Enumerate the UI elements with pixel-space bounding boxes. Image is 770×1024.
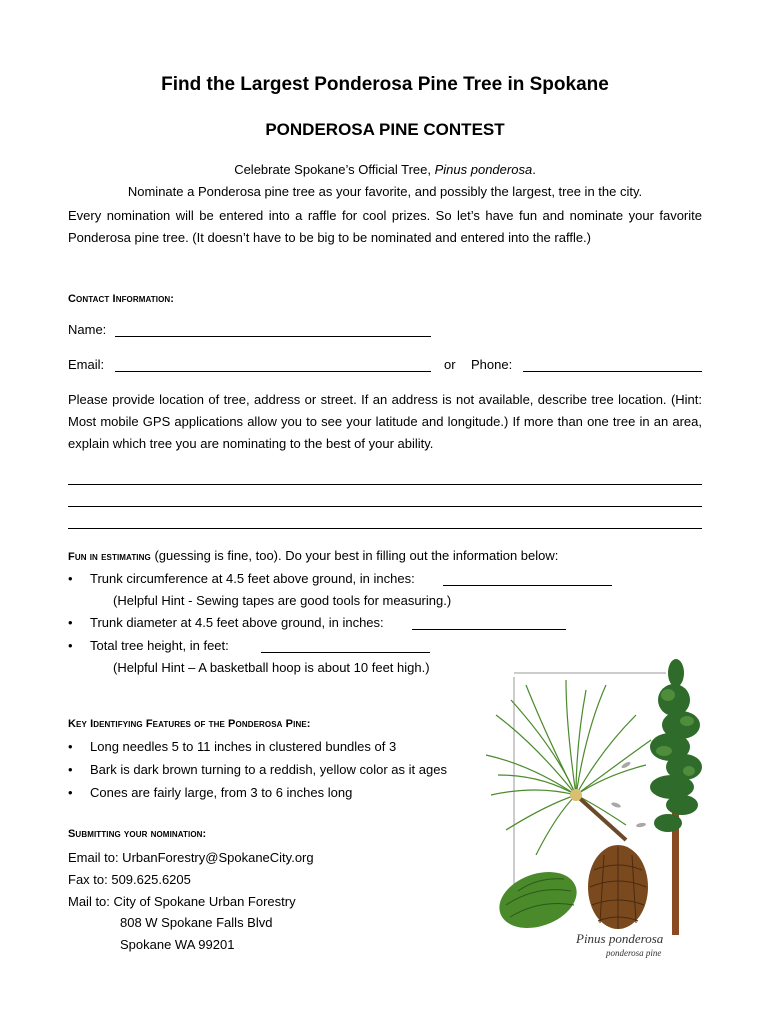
intro-line-2: Nominate a Ponderosa pine tree as your favorite, and possibly the largest, tree in the city. — [127, 184, 643, 199]
estimating-item-height — [68, 638, 229, 653]
intro-line-1-end: . — [532, 162, 536, 177]
features-heading: Key Identifying Features of the Ponderosa Pine: — [68, 718, 311, 730]
submit-mail: Mail to: City of Spokane Urban Forestry — [68, 894, 296, 909]
contest-subtitle: PONDEROSA PINE CONTEST — [265, 120, 505, 139]
estimating-item-diameter — [68, 615, 384, 630]
or-label: or — [444, 357, 456, 372]
caption-common: ponderosa pine — [606, 948, 662, 958]
submit-address-2: Spokane WA 99201 — [120, 937, 235, 952]
email-field[interactable] — [115, 371, 431, 372]
estimating-item-label: Total tree height, in feet: — [90, 638, 229, 653]
estimating-item-label: Trunk diameter at 4.5 feet above ground, in inches: — [90, 615, 384, 630]
page-title: Find the Largest Ponderosa Pine Tree in Spokane — [161, 74, 609, 95]
height-field[interactable] — [261, 652, 430, 653]
pine-drawing-icon — [476, 655, 708, 960]
feature-item — [68, 739, 397, 754]
submit-address-1: 808 W Spokane Falls Blvd — [120, 915, 273, 930]
scientific-name: Pinus ponderosa — [434, 162, 533, 177]
feature-text: Bark is dark brown turning to a reddish, yellow color as it ages — [90, 762, 447, 777]
estimating-heading-suffix: (guessing is fine, too). Do your best in filling out the information below: — [150, 548, 559, 563]
location-field-line-3[interactable] — [68, 528, 702, 529]
ponderosa-pine-illustration — [476, 655, 708, 960]
submit-email: Email to: UrbanForestry@SpokaneCity.org — [68, 850, 314, 865]
bullet-icon: • — [68, 762, 73, 777]
intro-line-1-text: Celebrate Spokane’s Official Tree, — [234, 162, 435, 177]
name-field[interactable] — [115, 336, 431, 337]
feature-item — [68, 785, 353, 800]
bullet-icon: • — [68, 615, 73, 630]
caption-latin: Pinus ponderosa — [576, 931, 664, 946]
feature-item — [68, 762, 447, 777]
bullet-icon: • — [68, 785, 73, 800]
intro-paragraph: Every nomination will be entered into a raffle for cool prizes. So let’s have fun and nominate your favorite Ponderosa pine tree. (It doesn’t have to be big to be nominated and entered into the raffle.) — [68, 208, 702, 245]
submitting-heading: Submitting your nomination: — [68, 828, 207, 840]
circumference-field[interactable] — [443, 585, 612, 586]
location-instructions: Please provide location of tree, address or street. If an address is not available, describe tree location. (Hint: Most mobile GPS applications allow you to see your latitude and longitude.) If more than one tree in an area, explain which tree you are nominating to the best of your ability. — [68, 392, 702, 451]
submit-fax: Fax to: 509.625.6205 — [68, 872, 191, 887]
feature-text: Cones are fairly large, from 3 to 6 inches long — [90, 785, 353, 800]
estimating-hint-2: (Helpful Hint – A basketball hoop is about 10 feet high.) — [113, 660, 430, 675]
estimating-hint-1: (Helpful Hint - Sewing tapes are good tools for measuring.) — [113, 593, 452, 608]
estimating-item-label: Trunk circumference at 4.5 feet above ground, in inches: — [90, 571, 415, 586]
diameter-field[interactable] — [412, 629, 566, 630]
intro-line-1 — [0, 162, 770, 177]
estimating-heading: Fun in estimating — [68, 551, 151, 563]
bullet-icon: • — [68, 739, 73, 754]
bullet-icon: • — [68, 571, 73, 586]
estimating-item-circumference — [68, 571, 415, 586]
phone-label: Phone: — [471, 357, 513, 372]
estimating-heading-line — [68, 548, 558, 563]
phone-field[interactable] — [523, 371, 702, 372]
email-label: Email: — [68, 357, 105, 372]
contact-heading: Contact Information: — [68, 293, 175, 305]
bullet-icon: • — [68, 638, 73, 653]
name-label: Name: — [68, 322, 107, 337]
feature-text: Long needles 5 to 11 inches in clustered bundles of 3 — [90, 739, 397, 754]
location-field-line-2[interactable] — [68, 506, 702, 507]
location-field-line-1[interactable] — [68, 484, 702, 485]
